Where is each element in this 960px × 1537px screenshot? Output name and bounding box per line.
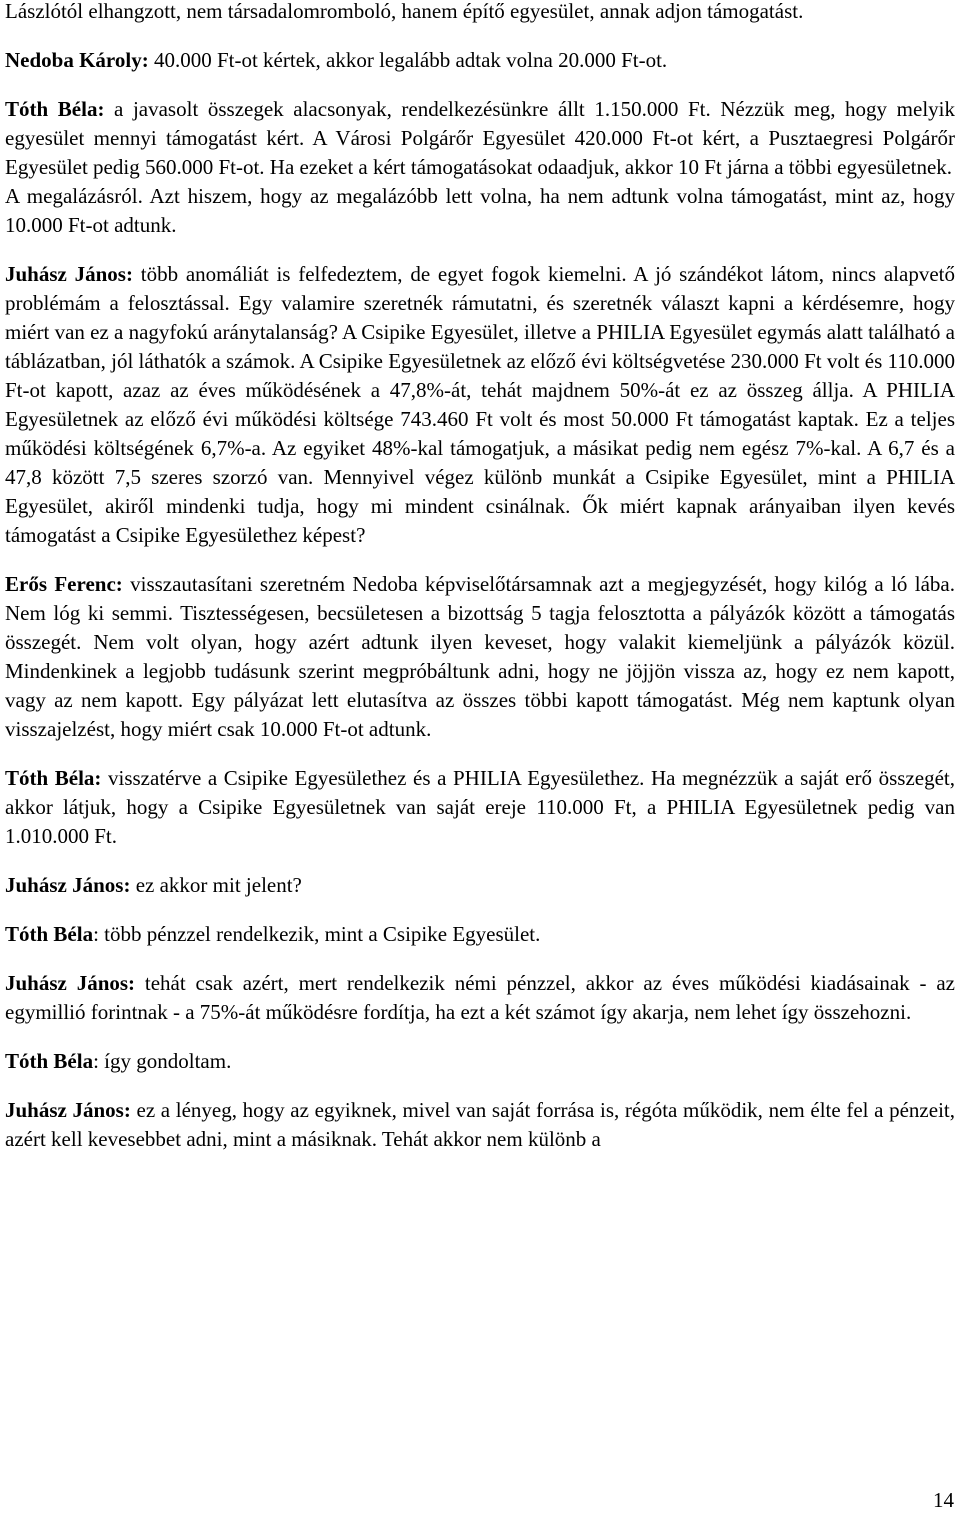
paragraph-2 [5, 46, 955, 75]
paragraph-text: : így gondoltam. [93, 1049, 232, 1073]
paragraph-text: tehát csak azért, mert rendelkezik némi pénzzel, akkor az éves működési kiadásainak - az egymillió forintnak - a 75%-át működésre fordítja, ha ezt a két számot így akarja, nem lehet így összehozni. [5, 971, 955, 1024]
paragraph-text: a javasolt összegek alacsonyak, rendelkezésünkre állt 1.150.000 Ft. Nézzük meg, hogy melyik egyesület mennyi támogatást kért. A Városi Polgárőr Egyesület 420.000 Ft-ot kért, a Pusztaegresi Polgárőr Egyesület pedig 560.000 Ft-ot. Ha ezeket a kért támogatásokat odaadjuk, akkor 10 Ft járna a többi egyesületnek. [5, 97, 955, 179]
paragraph-5 [5, 570, 955, 744]
paragraph-text: ez akkor mit jelent? [130, 873, 302, 897]
paragraph-9 [5, 969, 955, 1027]
paragraph-text: : több pénzzel rendelkezik, mint a Csipike Egyesület. [93, 922, 541, 946]
speaker-name: Nedoba Károly: [5, 48, 149, 72]
paragraph-10 [5, 1047, 955, 1076]
speaker-name: Juhász János: [5, 971, 136, 995]
speaker-name: Tóth Béla [5, 922, 94, 946]
speaker-name: Tóth Béla: [5, 766, 102, 790]
paragraph-3-continuation [5, 182, 955, 240]
speaker-name: Erős Ferenc: [5, 572, 123, 596]
speaker-name: Tóth Béla [5, 1049, 94, 1073]
speaker-name: Juhász János: [5, 1098, 131, 1122]
paragraph-3 [5, 95, 955, 182]
paragraph-text: visszatérve a Csipike Egyesülethez és a PHILIA Egyesülethez. Ha megnézzük a saját erő összegét, akkor látjuk, hogy a Csipike Egyesületnek van saját ereje 110.000 Ft, a PHILIA Egyesületnek pedig van 1.010.000 Ft. [5, 766, 955, 848]
page-number: 14 [933, 1488, 954, 1512]
paragraph-text: 40.000 Ft-ot kértek, akkor legalább adtak volna 20.000 Ft-ot. [148, 48, 668, 72]
paragraph-1 [5, 0, 955, 26]
speaker-name: Tóth Béla: [5, 97, 105, 121]
paragraph-text: visszautasítani szeretném Nedoba képviselőtársamnak azt a megjegyzését, hogy kilóg a ló lába. Nem lóg ki semmi. Tisztességesen, becsületesen a bizottság 5 tagja felosztotta a pályázók között a támogatás összegét. Nem volt olyan, hogy azért adtunk ilyen keveset, hogy valakit kiemeljünk a pályázók közül. Mindenkinek a legjobb tudásunk szerint megpróbáltunk adni, hogy ne jöjjön vissza az, hogy ez nem kapott, vagy az nem kapott. Egy pályázat lett elutasítva az összes többi kapott támogatást. Még nem kaptunk olyan visszajelzést, hogy miért csak 10.000 Ft-ot adtunk. [5, 572, 956, 741]
paragraph-6 [5, 764, 955, 851]
paragraph-text: Lászlótól elhangzott, nem társadalomromboló, hanem építő egyesület, annak adjon támogatást. [5, 0, 804, 23]
paragraph-8 [5, 920, 955, 949]
paragraph-11 [5, 1096, 955, 1154]
speaker-name: Juhász János: [5, 262, 133, 286]
paragraph-4 [5, 260, 955, 550]
paragraph-text: ez a lényeg, hogy az egyiknek, mivel van saját forrása is, régóta működik, nem élte fel a pénzeit, azért kell kevesebbet adni, mint a másiknak. Tehát akkor nem különb a [5, 1098, 955, 1151]
speaker-name: Juhász János: [5, 873, 131, 897]
document-body [5, 0, 955, 1154]
paragraph-text: több anomáliát is felfedeztem, de egyet fogok kiemelni. A jó szándékot látom, nincs alapvető problémám a felosztással. Egy valamire szeretnék rámutatni, és szeretnék választ kapni a kérdésemre, hogy miért van ez a nagyfokú aránytalanság? A Csipike Egyesület, illetve a PHILIA Egyesület egymás alatt található a táblázatban, jól láthatók a számok. A Csipike Egyesületnek az előző évi költségvetése 230.000 Ft volt és 110.000 Ft-ot kapott, azaz az éves működésének a 47,8%-át, tehát majdnem 50%-át ez az összeg állja. A PHILIA Egyesületnek az előző évi működési költsége 743.460 Ft volt és most 50.000 Ft támogatást kaptak. Ez a teljes működési költségének 6,7%-a. Az egyiket 48%-kal támogatjuk, a másikat pedig nem egész 7%-kal. A 6,7 és a 47,8 között 7,5 szeres szorzó van. Mennyivel végez különb munkát a Csipike Egyesület, mint a PHILIA Egyesület, akiről mindenki tudja, hogy mi mindent csinálnak. Ők miért kapnak arányaiban ilyen kevés támogatást a Csipike Egyesülethez képest? [5, 262, 955, 547]
paragraph-text: A megalázásról. Azt hiszem, hogy az megalázóbb lett volna, ha nem adtunk volna támogatást, mint az, hogy 10.000 Ft-ot adtunk. [5, 184, 955, 237]
paragraph-7 [5, 871, 955, 900]
